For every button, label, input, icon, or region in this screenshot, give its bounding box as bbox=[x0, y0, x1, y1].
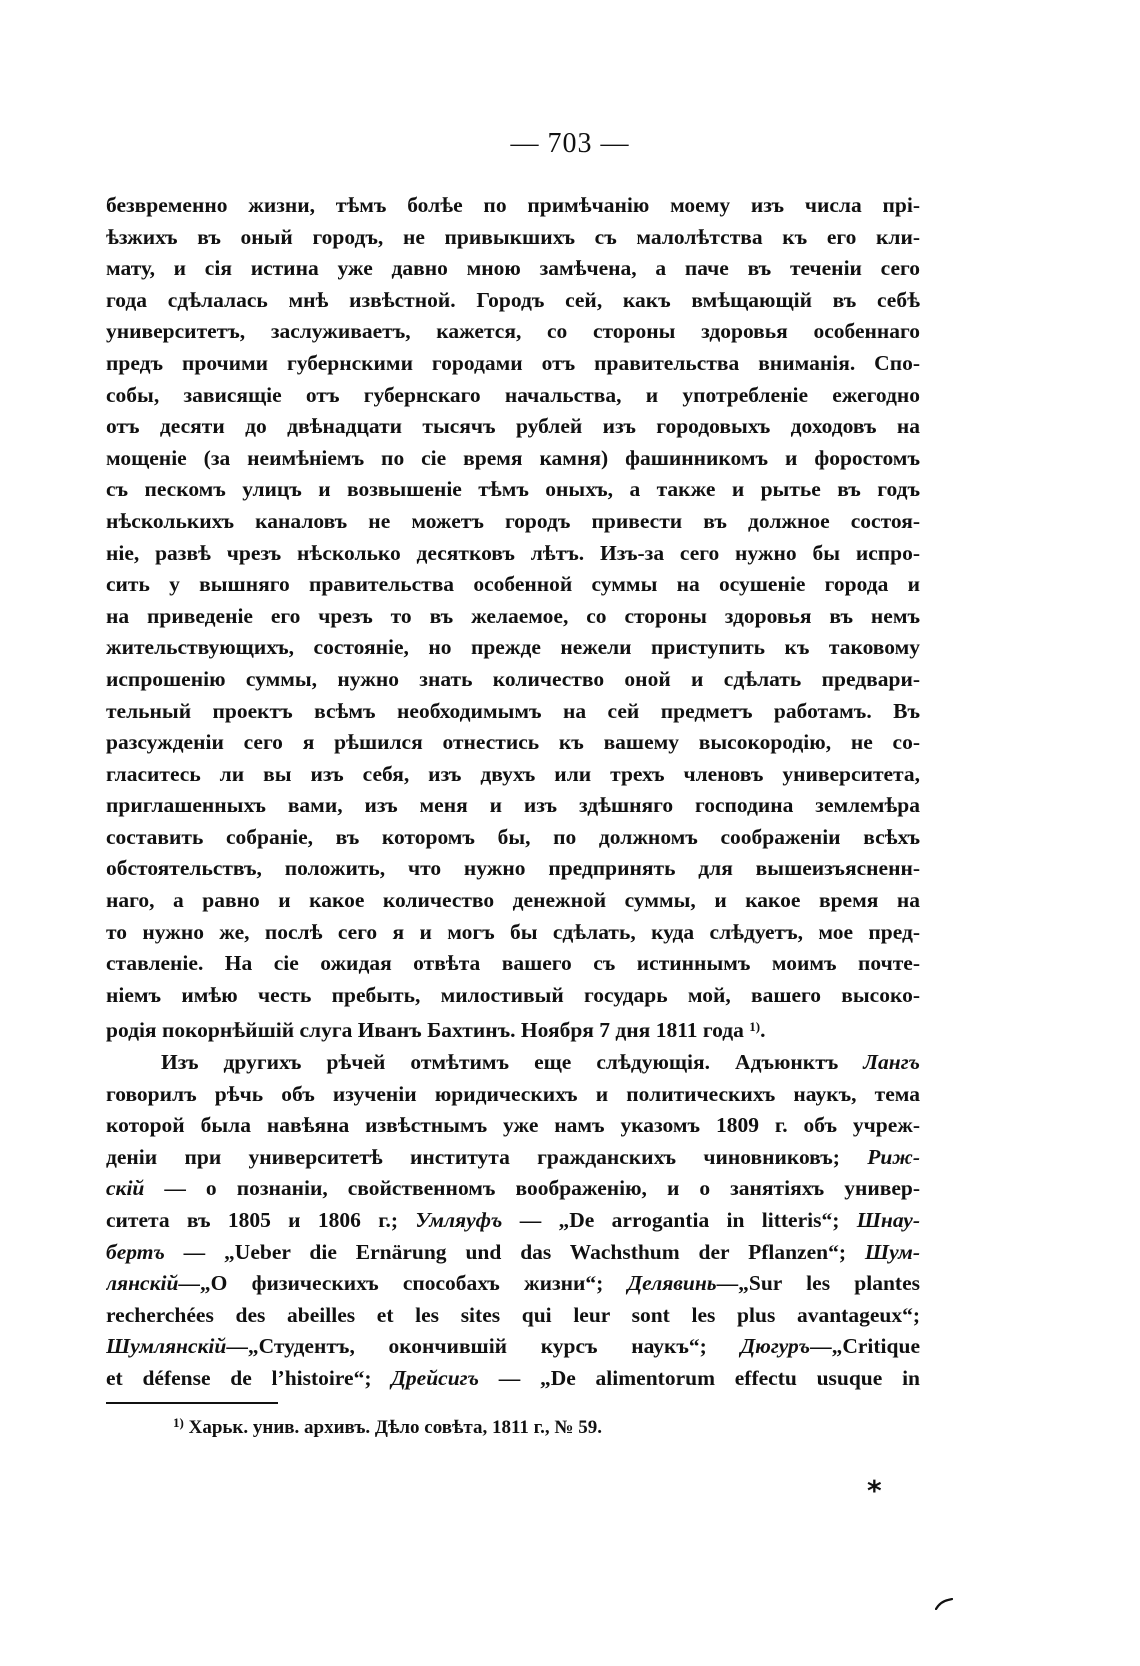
text-line bbox=[106, 1047, 920, 1079]
text-line: говорилъ рѣчь объ изученіи юридическихъ и политическихъ наукъ, тема bbox=[106, 1081, 920, 1106]
text-line: предъ прочими губернскими городами отъ правительства вниманія. Спо- bbox=[106, 350, 920, 375]
text-run: — „De alimentorum effectu usuque in bbox=[478, 1365, 920, 1390]
person-name: Шум- bbox=[864, 1239, 920, 1264]
person-name: Риж- bbox=[867, 1144, 920, 1169]
footnote-reference[interactable]: 1) bbox=[749, 1019, 761, 1035]
text-line: которой была навѣяна извѣстнымъ уже намъ указомъ 1809 г. объ учреж- bbox=[106, 1113, 920, 1138]
text-line: составить собраніе, въ которомъ бы, по должномъ соображеніи всѣхъ bbox=[106, 824, 920, 849]
text-run: —„Sur les plantes bbox=[716, 1271, 920, 1296]
text-run: et défense de l’histoire“; bbox=[106, 1365, 392, 1390]
text-run: — о познаніи, свойственномъ воображенію, и о занятіяхъ универ- bbox=[144, 1176, 920, 1201]
text-line: нѣсколькихъ каналовъ не можетъ городъ привести въ должное состоя- bbox=[106, 508, 920, 533]
text-line: года сдѣлалась мнѣ извѣстной. Городъ сей, какъ вмѣщающій въ себѣ bbox=[106, 287, 920, 312]
person-name: Дрейсигъ bbox=[391, 1365, 479, 1390]
text-line: ніе, развѣ чрезъ нѣсколько десятковъ лѣтъ. Изъ-за сего нужно бы испро- bbox=[106, 540, 920, 565]
text-line: ѣзжихъ въ оный городъ, не привыкшихъ съ малолѣтства къ его кли- bbox=[106, 224, 920, 249]
text-line bbox=[106, 1205, 920, 1237]
text-line bbox=[106, 1237, 920, 1269]
footnote-text: Харьк. унив. архивъ. Дѣло совѣта, 1811 г., № 59. bbox=[183, 1417, 603, 1438]
text-line-content: родія покорнѣйшій слуга Иванъ Бахтинъ. Ноября 7 дня 1811 года bbox=[106, 1018, 744, 1043]
text-line: тельный проектъ всѣмъ необходимымъ на сей предметъ работамъ. Въ bbox=[106, 698, 920, 723]
text-run: деніи при университетѣ института гражданскихъ чиновниковъ; bbox=[106, 1144, 868, 1169]
text-run: ситета въ 1805 и 1806 г.; bbox=[106, 1207, 416, 1232]
text-line: разсужденіи сего я рѣшился отнестись къ вашему высокородію, не со- bbox=[106, 730, 920, 755]
text-line: обстоятельствъ, положить, что нужно предпринять для вышеизъясненн- bbox=[106, 856, 920, 881]
person-name: Дюгуръ bbox=[740, 1334, 811, 1359]
text-line: то нужно же, послѣ сего я и могъ бы сдѣлать, куда слѣдуетъ, мое пред- bbox=[106, 919, 920, 944]
main-paragraph-1 bbox=[106, 190, 920, 1043]
text-line: мощеніе (за неимѣніемъ по сіе время камня) фашинникомъ и форостомъ bbox=[106, 445, 920, 470]
page-number: — 703 — bbox=[510, 128, 630, 159]
text-line: ставленіе. На сіе ожидая отвѣта вашего съ истиннымъ моимъ почте- bbox=[106, 951, 920, 976]
text-line: отъ десяти до двѣнадцати тысячъ рублей изъ городовыхъ доходовъ на bbox=[106, 414, 920, 439]
text-line bbox=[106, 1268, 920, 1300]
footnote-divider bbox=[106, 1402, 278, 1404]
text-line bbox=[106, 1142, 920, 1174]
text-line bbox=[106, 1363, 920, 1395]
person-name: Шумлянскій bbox=[106, 1334, 227, 1359]
text-run: —„О физическихъ способахъ жизни“; bbox=[178, 1271, 628, 1296]
text-line: съ пескомъ улицъ и возвышеніе тѣмъ оныхъ, а также и рытье въ годъ bbox=[106, 477, 920, 502]
main-paragraph-2 bbox=[106, 1047, 920, 1395]
text-run: —„Студентъ, окончившій курсъ наукъ“; bbox=[226, 1334, 741, 1359]
text-line-final bbox=[106, 1011, 920, 1043]
text-line: университетъ, заслуживаетъ, кажется, со стороны здоровья особеннаго bbox=[106, 319, 920, 344]
text-line bbox=[106, 1173, 920, 1205]
person-name: лянскій bbox=[106, 1271, 179, 1296]
text-run: —„Critique bbox=[810, 1334, 920, 1359]
text-run: Изъ другихъ рѣчей отмѣтимъ еще слѣдующія. Адъюнктъ bbox=[161, 1050, 864, 1074]
text-line: на приведеніе его чрезъ то въ желаемое, со стороны здоровья въ немъ bbox=[106, 603, 920, 628]
person-name: Умляуфъ bbox=[415, 1207, 503, 1232]
text-line: наго, а равно и какое количество денежной суммы, и какое время на bbox=[106, 888, 920, 913]
sentence-end: . bbox=[760, 1018, 766, 1043]
text-line: ніемъ имѣю честь пребыть, милостивый государь мой, вашего высоко- bbox=[106, 982, 920, 1007]
footnote bbox=[173, 1415, 602, 1439]
text-run: — „De arrogantia in litteris“; bbox=[502, 1207, 857, 1232]
person-name: Лангъ bbox=[863, 1050, 920, 1074]
text-line: безвременно жизни, тѣмъ болѣе по примѣчанію моему изъ числа прі- bbox=[106, 193, 920, 217]
text-line: мату, и сія истина уже давно мною замѣчена, а паче въ теченіи сего bbox=[106, 256, 920, 281]
text-line: сить у вышняго правительства особенной суммы на осушеніе города и bbox=[106, 572, 920, 597]
text-line: приглашенныхъ вами, изъ меня и изъ здѣшняго господина землемѣра bbox=[106, 793, 920, 818]
person-name: скій bbox=[106, 1176, 145, 1201]
text-line: гласитесь ли вы изъ себя, изъ двухъ или трехъ членовъ университета, bbox=[106, 761, 920, 786]
person-name: Шнау- bbox=[856, 1207, 920, 1232]
ink-mark-icon bbox=[935, 1598, 953, 1610]
person-name: Делявинь bbox=[627, 1271, 717, 1296]
text-run: — „Ueber die Ernärung und das Wachsthum der Pflanzen“; bbox=[164, 1239, 865, 1264]
person-name: бертъ bbox=[106, 1239, 165, 1264]
text-line: жительствующихъ, состояніе, но прежде нежели приступить къ таковому bbox=[106, 635, 920, 660]
text-line: recherchées des abeilles et les sites qui leur sont les plus avantageux“; bbox=[106, 1302, 920, 1327]
text-line: испрошенію суммы, нужно знать количество оной и сдѣлать предвари- bbox=[106, 666, 920, 691]
footnote-mark: 1) bbox=[173, 1415, 184, 1430]
text-line: собы, зависящіе отъ губернскаго начальства, и употребленіе ежегодно bbox=[106, 382, 920, 407]
text-line bbox=[106, 1331, 920, 1363]
signature-mark: * bbox=[867, 1474, 882, 1507]
